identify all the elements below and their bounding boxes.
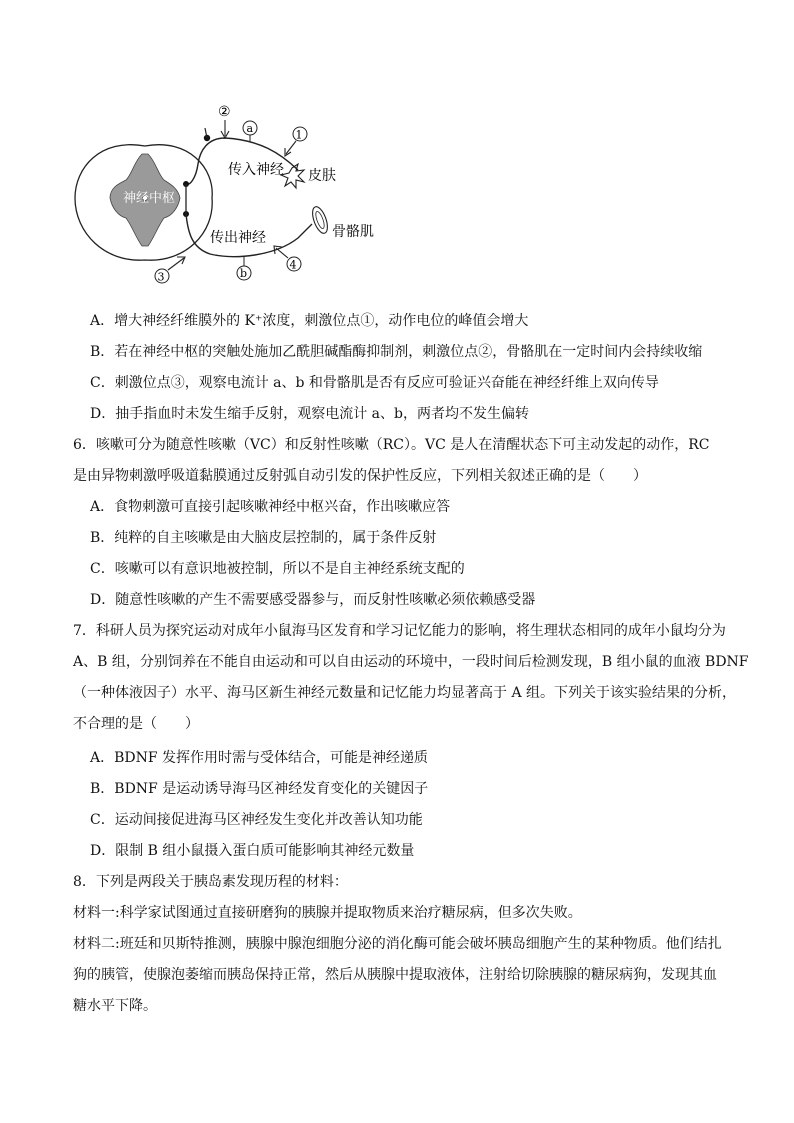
q7-stem-line2: A、B 组，分别饲养在不能自由运动和可以自由运动的环境中，一段时间后检测发现，B 组小鼠的血液 BDNF	[73, 654, 749, 670]
q7-stem-line1: 7．科研人员为探究运动对成年小鼠海马区发育和学习记忆能力的影响，将生理状态相同的成年小鼠均分为	[73, 623, 726, 639]
point4-arrow	[276, 248, 288, 258]
q7-stem-line4: 不合理的是（ ）	[73, 716, 199, 732]
skeletal-muscle-icon	[310, 205, 331, 235]
q6-option-a: A．食物刺激可直接引起咳嗽神经中枢兴奋，作出咳嗽应答	[90, 499, 451, 515]
point3-label: 3	[157, 270, 165, 284]
q6-option-d: D．随意性咳嗽的产生不需要感受器参与，而反射性咳嗽必须依赖感受器	[90, 592, 536, 608]
point4-label: 4	[289, 258, 297, 272]
q5-option-a: A．增大神经纤维膜外的 K⁺浓度，刺激位点①，动作电位的峰值会增大	[90, 313, 529, 329]
q5-option-b: B．若在神经中枢的突触处施加乙酰胆碱酯酶抑制剂，刺激位点②，骨骼肌在一定时间内会持续收缩	[90, 344, 703, 360]
q5-option-c: C．刺激位点③，观察电流计 a、b 和骨骼肌是否有反应可验证兴奋能在神经纤维上双向传导	[90, 375, 659, 391]
point2-label: ②	[218, 104, 231, 120]
skin-label: 皮肤	[308, 168, 336, 184]
q6-stem-line1: 6．咳嗽可分为随意性咳嗽（VC）和反射性咳嗽（RC）。VC 是人在清醒状态下可主动发起的动作，RC	[73, 437, 710, 453]
reflex-arc-diagram	[60, 98, 380, 288]
afferent-label: 传入神经	[228, 162, 284, 178]
q7-stem-line3: （一种体液因子）水平、海马区新生神经元数量和记忆能力均显著高于 A 组。下列关于该实验结果的分析，	[73, 685, 737, 701]
q7-option-b: B．BDNF 是运动诱导海马区神经发育变化的关键因子	[90, 781, 429, 797]
q8-material2-line2: 狗的胰管，使腺泡萎缩而胰岛保持正常，然后从胰腺中提取液体，注射给切除胰腺的糖尿病狗，发现其血	[73, 967, 717, 983]
point3-arrow	[168, 258, 184, 270]
q7-option-d: D．限制 B 组小鼠摄入蛋白质可能影响其神经元数量	[90, 843, 415, 859]
q6-stem-line2: 是由异物刺激呼吸道黏膜通过反射弧自动引发的保护性反应，下列相关叙述正确的是（ ）	[73, 468, 647, 484]
q6-option-b: B．纯粹的自主咳嗽是由大脑皮层控制的，属于条件反射	[90, 530, 437, 546]
meter-b-label: b	[240, 267, 248, 280]
q7-option-a: A．BDNF 发挥作用时需与受体结合，可能是神经递质	[90, 750, 429, 766]
skin-receptor-icon	[281, 164, 304, 188]
q8-material2-line3: 糖水平下降。	[73, 998, 157, 1014]
q8-stem: 8．下列是两段关于胰岛素发现历程的材料：	[73, 874, 348, 890]
q7-option-c: C．运动间接促进海马区神经发生变化并改善认知功能	[90, 812, 423, 828]
meter-a-label: a	[246, 122, 254, 135]
point1-label: 1	[295, 128, 303, 142]
q6-option-c: C．咳嗽可以有意识地被控制，所以不是自主神经系统支配的	[90, 561, 465, 577]
q5-option-d: D．抽手指血时未发生缩手反射，观察电流计 a、b，两者均不发生偏转	[90, 406, 529, 422]
q8-material2-line1: 材料二:班廷和贝斯特推测，胰腺中腺泡细胞分泌的消化酶可能会破坏胰岛细胞产生的某种物质。他们结扎	[73, 936, 722, 952]
q8-material1: 材料一:科学家试图通过直接研磨狗的胰腺并提取物质来治疗糖尿病，但多次失败。	[73, 905, 582, 921]
center-label: 神经中枢	[123, 191, 176, 206]
reflex-arc-figure	[60, 98, 380, 288]
muscle-label: 骨骼肌	[332, 224, 374, 240]
efferent-label: 传出神经	[210, 230, 266, 246]
